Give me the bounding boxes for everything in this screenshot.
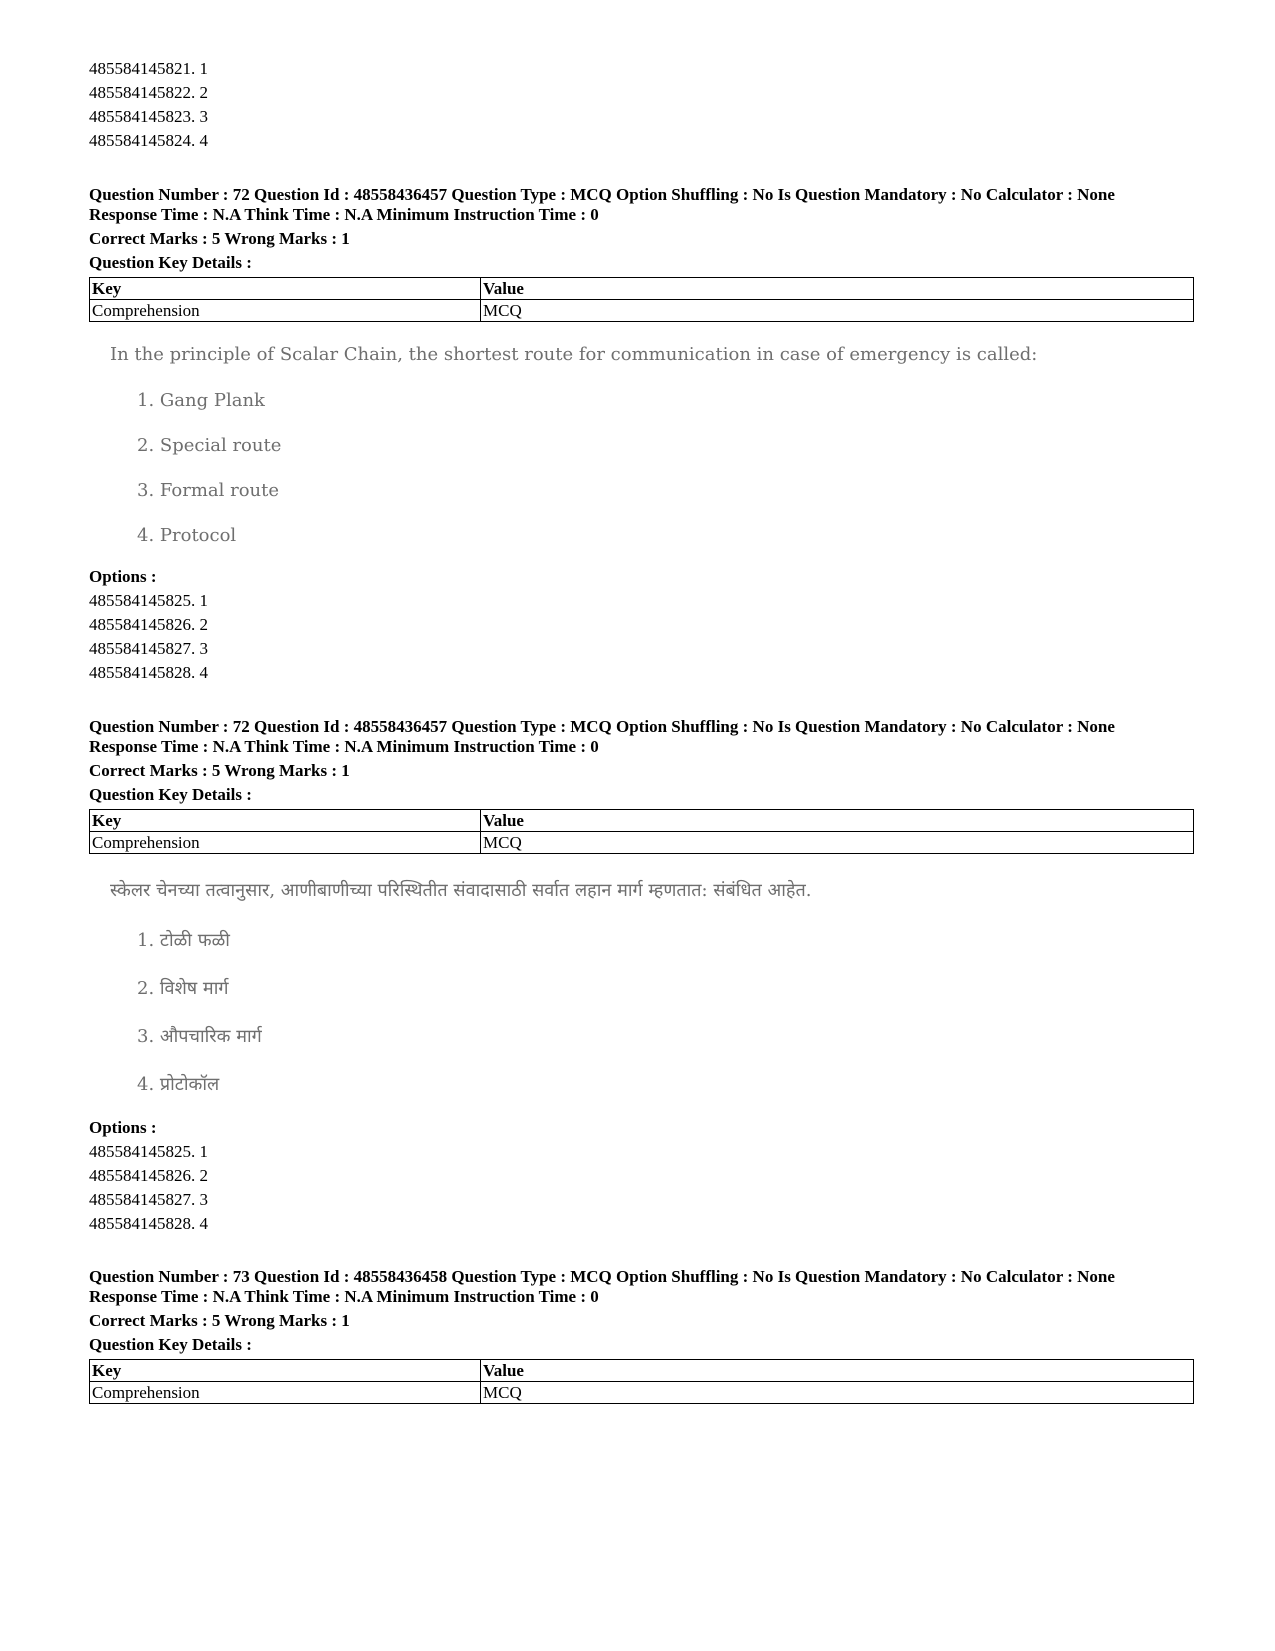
table-cell-key: Comprehension <box>90 1382 481 1404</box>
table-row <box>90 832 1194 854</box>
question-timing: Response Time : N.A Think Time : N.A Minimum Instruction Time : 0 <box>89 1287 599 1306</box>
options-label: Options : <box>89 1118 157 1137</box>
key-details-label: Question Key Details : <box>89 253 252 272</box>
table-header-value: Value <box>481 810 1194 832</box>
table-cell-value: MCQ <box>481 1382 1194 1404</box>
question-choice: 1. टोळी फळी <box>137 930 230 951</box>
option-line: 485584145826. 2 <box>89 1166 208 1185</box>
option-line: 485584145821. 1 <box>89 59 208 78</box>
table-cell-value: MCQ <box>481 300 1194 322</box>
option-line: 485584145828. 4 <box>89 663 208 682</box>
question-header: Question Number : 72 Question Id : 48558436457 Question Type : MCQ Option Shuffling : No Is Question Mandatory : No Calculator : None <box>89 717 1115 736</box>
table-header-key: Key <box>90 810 481 832</box>
table-cell-key: Comprehension <box>90 300 481 322</box>
option-line: 485584145824. 4 <box>89 131 208 150</box>
question-timing: Response Time : N.A Think Time : N.A Minimum Instruction Time : 0 <box>89 737 599 756</box>
table-header-row <box>90 278 1194 300</box>
question-choice: 3. Formal route <box>137 480 280 501</box>
question-choice: 2. Special route <box>137 435 282 456</box>
option-line: 485584145825. 1 <box>89 591 208 610</box>
table-header-row <box>90 810 1194 832</box>
option-line: 485584145825. 1 <box>89 1142 208 1161</box>
key-details-table <box>89 1359 1194 1404</box>
question-marks: Correct Marks : 5 Wrong Marks : 1 <box>89 761 350 780</box>
table-header-key: Key <box>90 1360 481 1382</box>
option-line: 485584145828. 4 <box>89 1214 208 1233</box>
option-line: 485584145822. 2 <box>89 83 208 102</box>
question-choice: 2. विशेष मार्ग <box>137 978 229 999</box>
option-line: 485584145823. 3 <box>89 107 208 126</box>
question-choice: 1. Gang Plank <box>137 390 265 411</box>
question-choice: 4. प्रोटोकॉल <box>137 1074 220 1095</box>
option-line: 485584145827. 3 <box>89 639 208 658</box>
table-header-row <box>90 1360 1194 1382</box>
table-header-value: Value <box>481 278 1194 300</box>
table-row <box>90 1382 1194 1404</box>
option-line: 485584145827. 3 <box>89 1190 208 1209</box>
key-details-table <box>89 809 1194 854</box>
options-label: Options : <box>89 567 157 586</box>
table-cell-key: Comprehension <box>90 832 481 854</box>
key-details-table <box>89 277 1194 322</box>
question-header: Question Number : 72 Question Id : 48558436457 Question Type : MCQ Option Shuffling : No Is Question Mandatory : No Calculator : None <box>89 185 1115 204</box>
table-header-value: Value <box>481 1360 1194 1382</box>
question-choice: 4. Protocol <box>137 525 237 546</box>
key-details-label: Question Key Details : <box>89 1335 252 1354</box>
table-cell-value: MCQ <box>481 832 1194 854</box>
table-header-key: Key <box>90 278 481 300</box>
option-line: 485584145826. 2 <box>89 615 208 634</box>
table-row <box>90 300 1194 322</box>
question-choice: 3. औपचारिक मार्ग <box>137 1026 262 1047</box>
question-timing: Response Time : N.A Think Time : N.A Minimum Instruction Time : 0 <box>89 205 599 224</box>
question-header: Question Number : 73 Question Id : 48558436458 Question Type : MCQ Option Shuffling : No Is Question Mandatory : No Calculator : None <box>89 1267 1115 1286</box>
question-marks: Correct Marks : 5 Wrong Marks : 1 <box>89 1311 350 1330</box>
question-text: In the principle of Scalar Chain, the shortest route for communication in case of emergency is called: <box>110 344 1038 365</box>
question-marks: Correct Marks : 5 Wrong Marks : 1 <box>89 229 350 248</box>
key-details-label: Question Key Details : <box>89 785 252 804</box>
question-text: स्केलर चेनच्या तत्वानुसार, आणीबाणीच्या परिस्थितीत संवादासाठी सर्वात लहान मार्ग म्हणतात: संबंधित आहेत. <box>110 880 812 901</box>
